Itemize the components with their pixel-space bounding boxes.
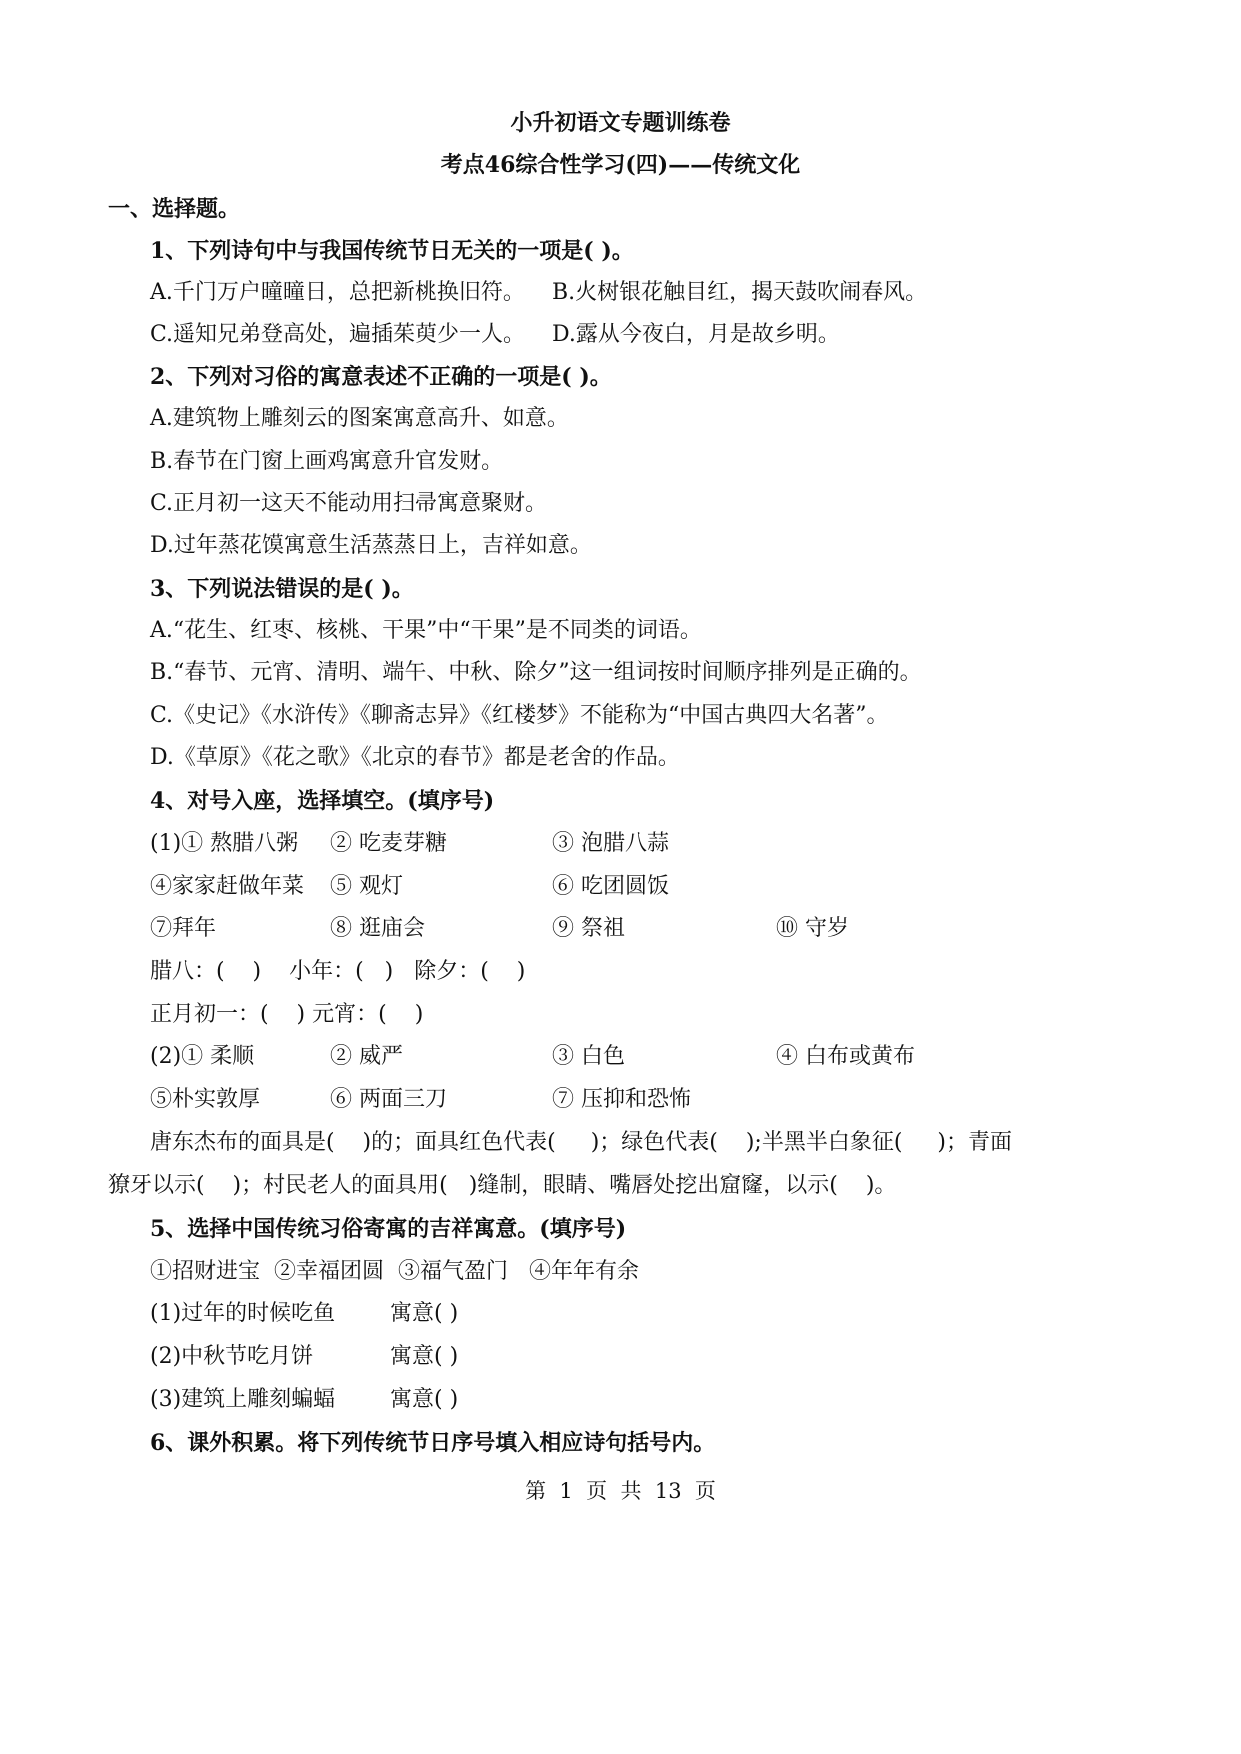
question-1-option-b: B.火树银花触目红，揭天鼓吹闹春风。 [552,280,928,305]
q4-paragraph-line-2: 獠牙以示( )；村民老人的面具用( )缝制，眼睛、嘴唇处挖出窟窿，以示( )。 [108,1173,897,1198]
q5-item-blank: 寓意( ) [390,1387,459,1412]
q4-part2-item: ④ 白布或黄布 [776,1044,915,1069]
q5-item-text: (2)中秋节吃月饼 [150,1344,314,1369]
q5-item-blank: 寓意( ) [390,1344,459,1369]
question-2-option-b: B.春节在门窗上画鸡寓意升官发财。 [150,449,504,474]
question-2-option-d: D.过年蒸花馍寓意生活蒸蒸日上，吉祥如意。 [150,533,592,558]
q4-paragraph-line-1: 唐东杰布的面具是( )的；面具红色代表( )；绿色代表( );半黑半白象征( )；青面 [150,1130,1012,1155]
q4-part1-item: ⑥ 吃团圆饭 [552,874,669,899]
question-3-option-a: A.“花生、红枣、核桃、干果”中“干果”是不同类的词语。 [150,618,702,643]
q4-part2-item: (2)① 柔顺 [150,1044,255,1069]
question-3-option-d: D.《草原》《花之歌》《北京的春节》都是老舍的作品。 [150,745,680,770]
question-5-stem: 5、选择中国传统习俗寄寓的吉祥寓意。(填序号) [150,1216,627,1242]
question-3-option-c: C.《史记》《水浒传》《聊斋志异》《红楼梦》不能称为“中国古典四大名著”。 [150,703,889,728]
q4-part2-item: ⑤朴实敦厚 [150,1087,261,1112]
question-1-option-d: D.露从今夜白，月是故乡明。 [552,322,840,347]
q4-part2-item: ⑦ 压抑和恐怖 [552,1087,691,1112]
document-title: 小升初语文专题训练卷 [510,110,731,136]
q4-part1-item: ⑦拜年 [150,916,217,941]
q4-part1-item: ⑨ 祭祖 [552,916,625,941]
document-subtitle: 考点46综合性学习(四)——传统文化 [440,152,801,178]
q5-item-text: (1)过年的时候吃鱼 [150,1301,336,1326]
q4-part1-item: ③ 泡腊八蒜 [552,831,669,856]
q5-options: ①招财进宝 ②幸福团圆 ③福气盈门 ④年年有余 [150,1259,639,1284]
q4-part1-item: ⑩ 守岁 [776,916,849,941]
q4-part1-item: ② 吃麦芽糖 [330,831,447,856]
question-2-option-a: A.建筑物上雕刻云的图案寓意高升、如意。 [150,406,569,431]
page-number-footer: 第 1 页 共 13 页 [525,1479,716,1503]
question-1-option-c: C.遥知兄弟登高处，遍插茱萸少一人。 [150,322,526,347]
q4-part1-item: ④家家赶做年菜 [150,874,305,899]
q4-part1-item: (1)① 熬腊八粥 [150,831,299,856]
q4-part2-item: ⑥ 两面三刀 [330,1087,447,1112]
question-3-option-b: B.“春节、元宵、清明、端午、中秋、除夕”这一组词按时间顺序排列是正确的。 [150,660,922,685]
question-1-stem: 1、下列诗句中与我国传统节日无关的一项是( )。 [150,238,634,264]
question-2-option-c: C.正月初一这天不能动用扫帚寓意聚财。 [150,491,548,516]
q5-item-blank: 寓意( ) [390,1301,459,1326]
question-4-stem: 4、对号入座，选择填空。(填序号) [150,788,495,814]
q4-part2-item: ② 威严 [330,1044,403,1069]
section-heading: 一、选择题。 [108,196,241,222]
question-1-option-a: A.千门万户曈曈日，总把新桃换旧符。 [150,280,525,305]
question-6-stem: 6、课外积累。将下列传统节日序号填入相应诗句括号内。 [150,1430,716,1456]
question-3-stem: 3、下列说法错误的是( )。 [150,576,414,602]
q4-part2-item: ③ 白色 [552,1044,625,1069]
q5-item-text: (3)建筑上雕刻蝙蝠 [150,1387,336,1412]
q4-fill-line-1: 腊八：( ) 小年：( ) 除夕：( ) [150,959,526,984]
question-2-stem: 2、下列对习俗的寓意表述不正确的一项是( )。 [150,364,612,390]
q4-fill-line-2: 正月初一：( ) 元宵：( ) [150,1002,424,1027]
q4-part1-item: ⑤ 观灯 [330,874,403,899]
q4-part1-item: ⑧ 逛庙会 [330,916,425,941]
